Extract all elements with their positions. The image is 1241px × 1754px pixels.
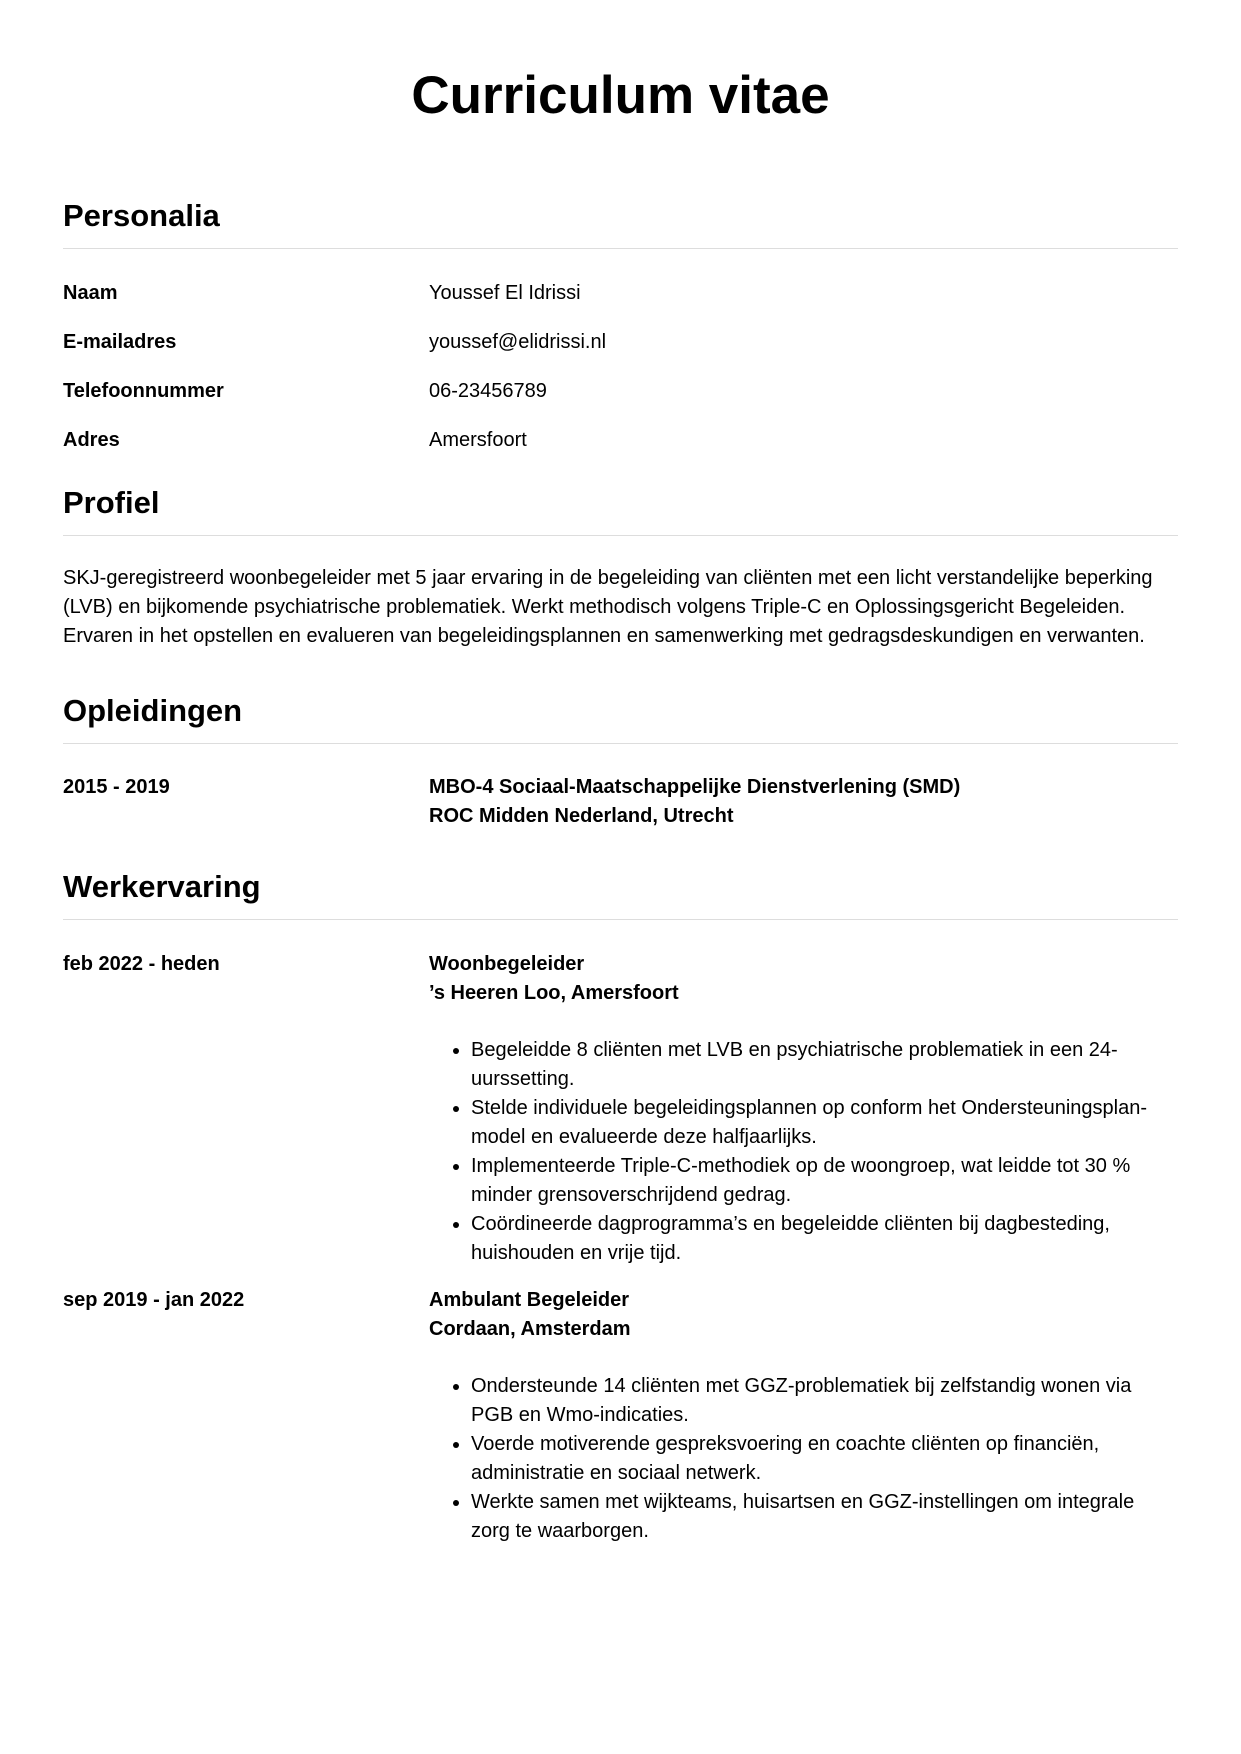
personalia-row-naam <box>63 279 1178 308</box>
education-details <box>429 773 1178 831</box>
section-heading-opleidingen: Opleidingen <box>63 691 1178 744</box>
education-list <box>63 773 1178 831</box>
field-label: Telefoonnummer <box>63 380 224 402</box>
list-item: • Werkte samen met wijkteams, huisartsen en GGZ-instellingen om integrale zorg te waarborgen. <box>471 1488 1178 1546</box>
list-item: • Begeleidde 8 cliënten met LVB en psychiatrische problematiek in een 24-uurssetting. <box>471 1036 1178 1094</box>
list-item: • Coördineerde dagprogramma’s en begeleidde cliënten bij dagbesteding, huishouden en vrije tijd. <box>471 1210 1178 1268</box>
education-title: MBO-4 Sociaal-Maatschappelijke Dienstverlening (SMD) <box>429 776 961 798</box>
education-institution: ROC Midden Nederland, Utrecht <box>429 805 734 827</box>
list-item: • Voerde motiverende gespreksvoering en coachte cliënten op financiën, administratie en sociaal netwerk. <box>471 1430 1178 1488</box>
work-organization: ’s Heeren Loo, Amersfoort <box>429 982 679 1004</box>
work-entry <box>63 950 1178 1268</box>
work-role: Woonbegeleider <box>429 953 585 975</box>
education-entry <box>63 773 1178 831</box>
section-profiel <box>63 483 1178 651</box>
work-role: Ambulant Begeleider <box>429 1289 630 1311</box>
document-title: Curriculum vitae <box>411 66 830 125</box>
work-entry <box>63 1286 1178 1546</box>
list-item: • Ondersteunde 14 cliënten met GGZ-problematiek bij zelfstandig wonen via PGB en Wmo-indicaties. <box>471 1372 1178 1430</box>
profile-text: SKJ-geregistreerd woonbegeleider met 5 jaar ervaring in de begeleiding van cliënten met een licht verstandelijke beperking (LVB) en bijkomende psychiatrische problematiek. Werkt methodisch volgens Triple-C en Oplossingsgericht Begeleiden. Ervaren in het opstellen en evalueren van begeleidingsplannen en samenwerking met gedragsdeskundigen en verwanten. <box>63 567 1153 647</box>
field-label: Adres <box>63 429 120 451</box>
work-bullet-list <box>429 1036 1178 1268</box>
list-item: • Implementeerde Triple-C-methodiek op de woongroep, wat leidde tot 30 % minder grensoverschrijdend gedrag. <box>471 1152 1178 1210</box>
work-organization: Cordaan, Amsterdam <box>429 1318 631 1340</box>
work-details <box>429 1286 1178 1546</box>
education-period: 2015 - 2019 <box>63 776 170 798</box>
personalia-list <box>63 279 1178 455</box>
section-werkervaring <box>63 867 1178 1546</box>
work-period: feb 2022 - heden <box>63 953 220 975</box>
field-label: Naam <box>63 282 118 304</box>
list-item: • Stelde individuele begeleidingsplannen op conform het Ondersteuningsplan-model en evalueerde deze halfjaarlijks. <box>471 1094 1178 1152</box>
section-opleidingen <box>63 691 1178 831</box>
work-details <box>429 950 1178 1268</box>
personalia-row-telefoon <box>63 377 1178 406</box>
field-value: 06-23456789 <box>429 380 547 402</box>
section-heading-werkervaring: Werkervaring <box>63 867 1178 920</box>
field-value: youssef@elidrissi.nl <box>429 331 607 353</box>
section-heading-personalia: Personalia <box>63 196 1178 249</box>
work-list <box>63 950 1178 1546</box>
field-value: Youssef El Idrissi <box>429 282 581 304</box>
section-heading-profiel: Profiel <box>63 483 1178 536</box>
section-personalia <box>63 196 1178 455</box>
field-value: Amersfoort <box>429 429 527 451</box>
personalia-row-adres <box>63 426 1178 455</box>
work-period: sep 2019 - jan 2022 <box>63 1289 245 1311</box>
field-label: E-mailadres <box>63 331 177 353</box>
personalia-row-email <box>63 328 1178 357</box>
work-bullet-list <box>429 1372 1178 1546</box>
